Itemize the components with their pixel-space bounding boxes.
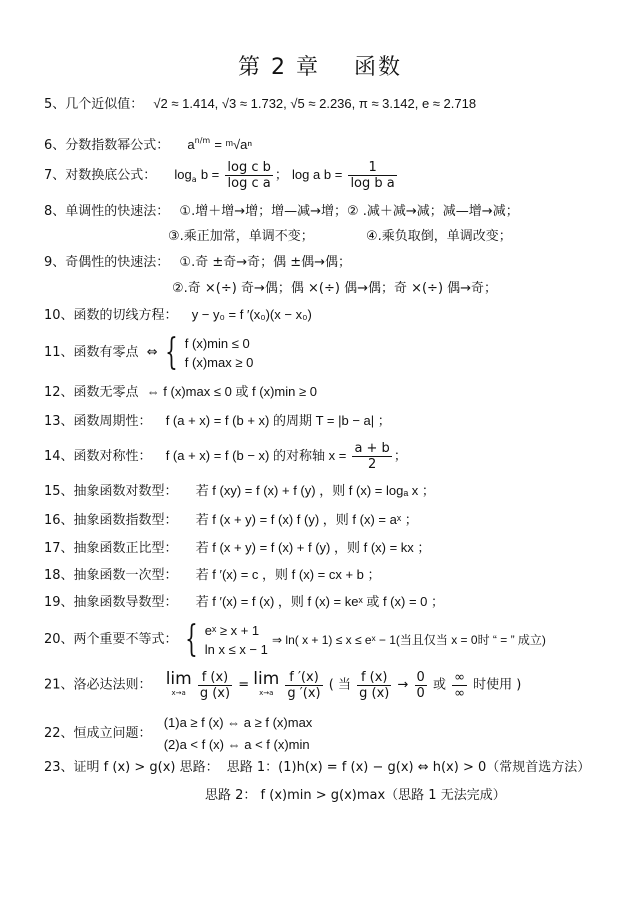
item-label: 23、证明 f (x) > g(x) 思路： [44, 760, 219, 775]
item-8-cont [168, 228, 512, 246]
fraction: $\frac{\infty}{\infty}$ [454, 670, 465, 701]
item-19 [44, 593, 444, 612]
chapter-number: 第 2 章 [238, 55, 320, 80]
fraction: $\frac{0}{0}$ [416, 670, 425, 701]
page-title [0, 50, 640, 81]
formula: 若 f ′(x) = c ，则 f (x) = cx + b ； [195, 567, 381, 582]
formula: f (a + x) = f (b + x) 的周期 T = |b − a| ； [165, 413, 391, 428]
item-7: 7、对数换底公式： $\log_a b$ = $\frac{\text{log c b}}{\text{log c a}}$ ； log a b = $\frac{1}{\text{log b a}}$ [44, 160, 395, 191]
formula: 若 f ′(x) = f (x) ，则 f (x) = keˣ 或 f (x) = 0 ； [195, 594, 444, 609]
item-10 [44, 306, 312, 325]
item-23-cont [205, 787, 506, 805]
item-label: 11、函数有零点 [44, 345, 139, 360]
formula: f (a + x) = f (b − x) 的对称轴 x = [165, 448, 347, 463]
rule-line: ①.增＋增→增；增—减→增；② .减＋减→减；减—增→减； [179, 204, 519, 219]
fraction: $\frac{a + b}{2}$ [354, 441, 390, 472]
item-13 [44, 412, 391, 431]
formula-lhs: log a b = [292, 167, 343, 182]
formula: 若 f (xy) = f (x) + f (y) ，则 f (x) = logₐ x ； [195, 483, 435, 498]
rule-line: ③.乘正加常，单调不变； [168, 229, 314, 244]
item-20 [44, 621, 546, 659]
item-15 [44, 482, 435, 501]
item-label: 12、函数无零点 [44, 385, 139, 400]
rule-line: ①.奇 ±奇→奇；偶 ±偶→偶； [179, 255, 352, 270]
fraction: $\frac{f (x)}{g (x)}$ [359, 670, 390, 701]
item-label: 20、两个重要不等式： [44, 632, 178, 647]
item-5 [44, 95, 476, 114]
item-22 [44, 712, 312, 756]
formula: 若 f (x + y) = f (x) + f (y) ，则 f (x) = kx ； [195, 540, 431, 555]
item-label: 18、抽象函数一次型： [44, 568, 178, 583]
brace-icon: { [164, 332, 178, 373]
item-17 [44, 539, 430, 558]
item-label: 21、洛必达法则： [44, 677, 152, 693]
equivalence-arrow: ⇔ [146, 345, 158, 360]
item-label: 13、函数周期性： [44, 414, 152, 429]
formula: ⇔ f (x)max ≤ 0 或 f (x)min ≥ 0 [146, 384, 317, 399]
item-11 [44, 334, 253, 372]
condition-stack: f (x)min ≤ 0 f (x)max ≥ 0 [184, 336, 254, 370]
item-label: 16、抽象函数指数型： [44, 513, 178, 528]
item-label: 10、函数的切线方程： [44, 308, 178, 323]
item-9-cont [172, 280, 497, 298]
item-21: 21、洛必达法则： lim x→a $\frac{f (x)}{g (x)}$ = lim x→a $\frac{f '(x)}{g '(x)}$ ( 当 $\frac{f (x)}{g (x)}$ → $\frac{0}{0}$ 或 $\frac{\infty}{\infty}$ 时使用 ) [44, 668, 522, 701]
method-line: 思路 1：(1)h(x) = f (x) − g(x) ⇔ h(x) > 0（常规首选方法） [226, 760, 591, 775]
item-14: 14、函数对称性： f (a + x) = f (b − x) 的对称轴 x = $\frac{a + b}{2}$ ； [44, 441, 407, 472]
condition-stack: (1)a ≥ f (x) ⇔ a ≥ f (x)max (2)a < f (x) ⇔ a < f (x)min [163, 715, 313, 752]
item-label: 8、单调性的快速法： [44, 204, 170, 219]
item-label: 19、抽象函数导数型： [44, 595, 178, 610]
method-line: 思路 2： f (x)min > g(x)max（思路 1 无法完成） [205, 788, 506, 803]
item-12 [44, 383, 317, 402]
inequality-stack: eˣ ≥ x + 1 ln x ≤ x − 1 [204, 623, 268, 657]
formula-rhs: = ᵐ√aⁿ [214, 137, 253, 152]
log-symbol: log [174, 167, 192, 182]
formula: √2 ≈ 1.414, √3 ≈ 1.732, √5 ≈ 2.236, π ≈ 3.142, e ≈ 2.718 [153, 96, 477, 111]
item-label: 6、分数指数幂公式： [44, 138, 170, 153]
limit-operator: lim x→a [165, 668, 192, 697]
chapter-name: 函数 [353, 55, 402, 80]
formula-base: a [187, 137, 195, 152]
item-label: 9、奇偶性的快速法： [44, 255, 170, 270]
formula: y − y₀ = f ′(x₀)(x − x₀) [191, 307, 312, 322]
formula-exponent: n/m [194, 136, 211, 145]
fraction: $\frac{1}{\text{log b a}}$ [350, 160, 395, 191]
item-18 [44, 566, 381, 585]
item-label: 7、对数换底公式： [44, 168, 157, 183]
item-9 [44, 254, 351, 272]
rule-line: ④.乘负取倒，单调改变； [365, 229, 512, 244]
fraction: $\frac{f '(x)}{g '(x)}$ [287, 670, 321, 701]
fraction: $\frac{\text{log c b}}{\text{log c a}}$ [227, 160, 271, 191]
brace-icon: { [184, 619, 198, 660]
fraction: $\frac{f (x)}{g (x)}$ [199, 670, 231, 701]
item-16 [44, 511, 418, 530]
rule-line: ②.奇 ×(÷) 奇→偶；偶 ×(÷) 偶→偶；奇 ×(÷) 偶→奇； [172, 281, 498, 296]
formula: 若 f (x + y) = f (x) f (y) ，则 f (x) = aˣ ； [195, 512, 418, 527]
item-label: 14、函数对称性： [44, 449, 152, 464]
item-23 [44, 759, 590, 777]
log-base: a [191, 175, 197, 184]
item-label: 15、抽象函数对数型： [44, 484, 178, 499]
item-label: 17、抽象函数正比型： [44, 541, 178, 556]
item-label: 5、几个近似值： [44, 97, 144, 112]
item-6 [44, 132, 252, 155]
limit-operator: lim x→a [253, 668, 280, 697]
item-8 [44, 203, 519, 221]
item-label: 22、恒成立问题： [44, 726, 152, 741]
formula: ⇒ ln( x + 1) ≤ x ≤ eˣ − 1(当且仅当 x = 0时 “ = ” 成立) [272, 633, 546, 647]
log-argument: b = [200, 167, 220, 182]
